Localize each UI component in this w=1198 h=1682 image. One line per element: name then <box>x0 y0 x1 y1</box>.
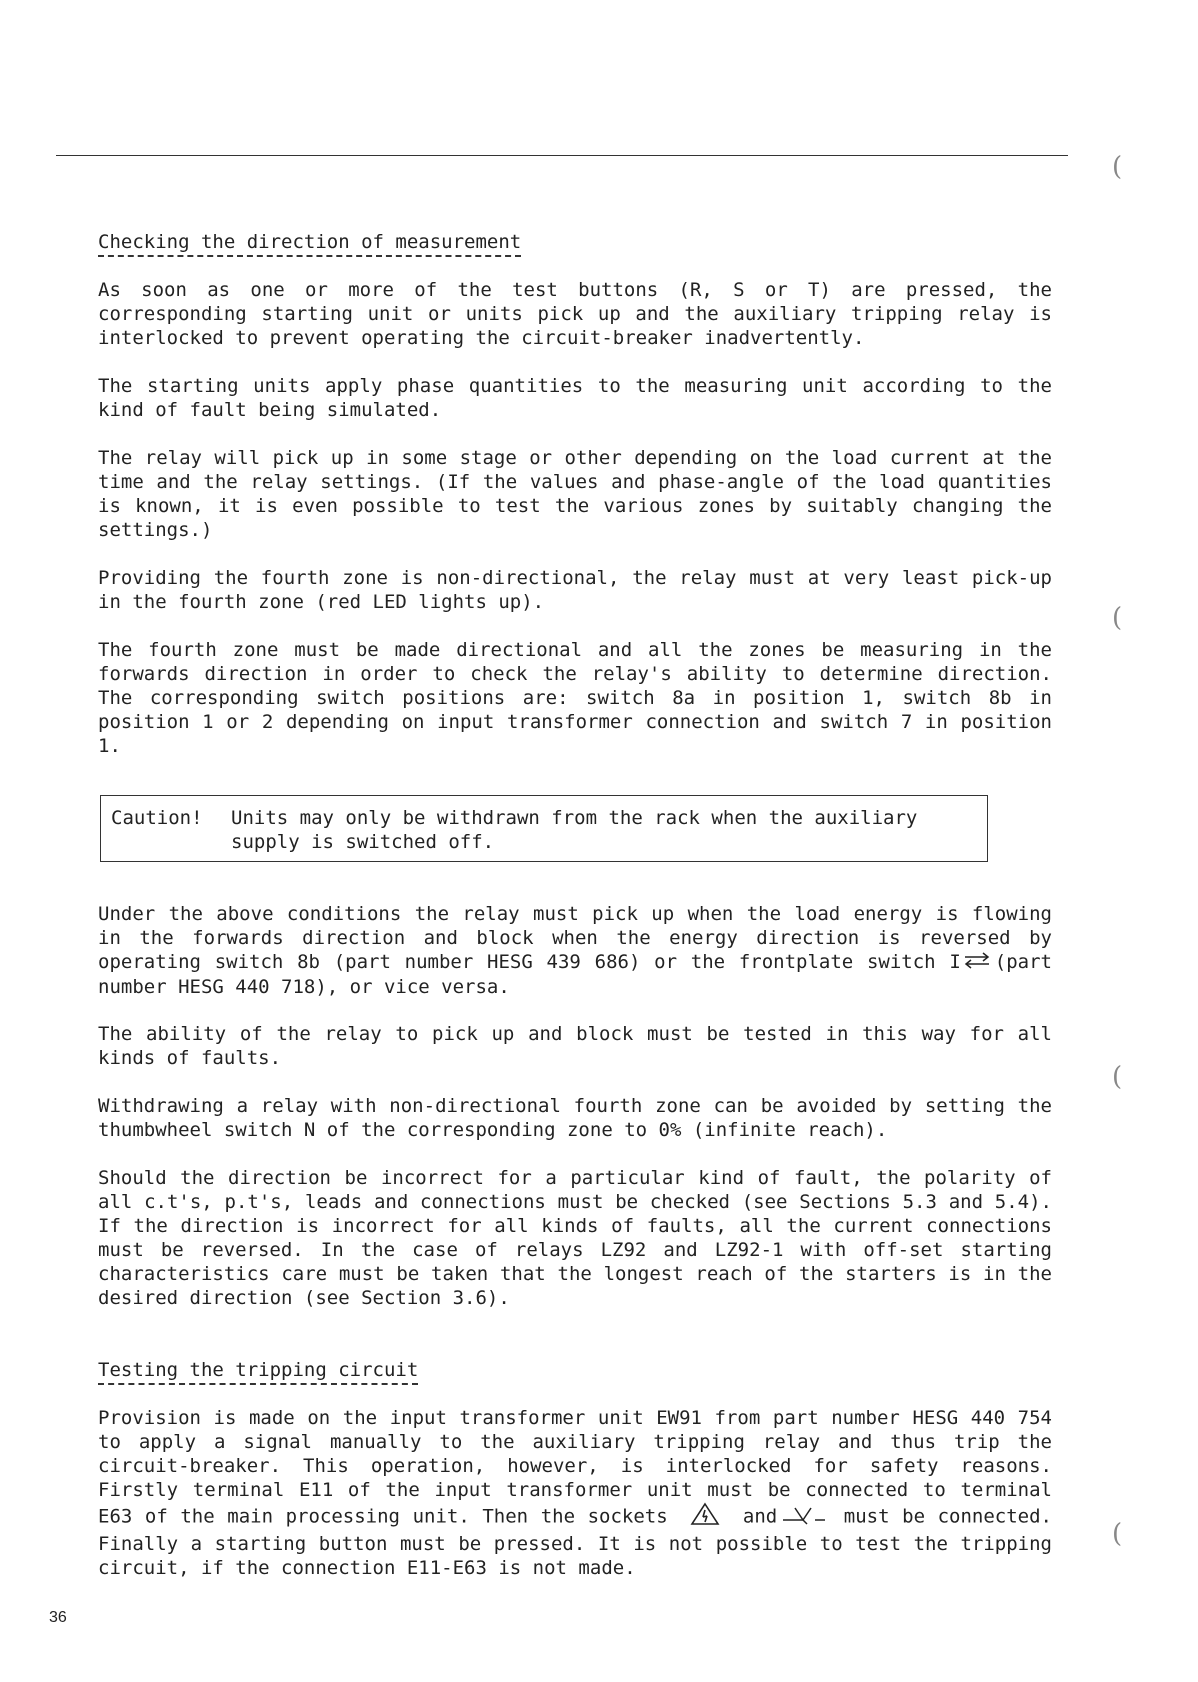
paragraph: Should the direction be incorrect for a particular kind of fault, the polarity of all c.t's, p.t's, leads and connections must be checked (see Sections 5.3 and 5.4). If the direction is incorrect for all kinds of faults, all the current connections must be reversed. In the case of relays LZ92 and LZ92-1 with off-set starting characteristics care must be taken that the longest reach of the starters is in the desired direction (see Section 3.6). <box>98 1167 1052 1309</box>
page-number: 36 <box>49 1609 67 1626</box>
caution-text: Units may only be withdrawn from the rack when the auxiliary supply is switched off. <box>231 807 918 853</box>
margin-mark: ( <box>1112 1062 1123 1092</box>
text-run: and <box>742 1505 778 1528</box>
margin-mark: ( <box>1112 152 1123 182</box>
margin-mark: ( <box>1112 1519 1123 1549</box>
paragraph: The starting units apply phase quantities to the measuring unit according to the kind of fault being simulated. <box>98 375 1052 421</box>
paragraph <box>98 1406 1052 1580</box>
margin-mark: ( <box>1112 603 1123 633</box>
paragraph <box>98 902 1052 999</box>
text-run: (part number HESG 440 718), or vice versa. <box>98 951 1052 998</box>
text-run: Provision is made on the input transformer unit EW91 from part number HESG 440 754 to apply a signal manually to the auxiliary tripping relay and thus trip the circuit-breaker. This operation, however, is interlocked for safety reasons. Firstly terminal E11 of the input transformer unit must be connected to terminal E63 of the main processing unit. Then the sockets <box>98 1407 1052 1528</box>
header-rule <box>56 155 1068 156</box>
section-heading-direction: Checking the direction of measurement <box>98 230 521 257</box>
warning-triangle-icon <box>690 1502 720 1532</box>
paragraph: The ability of the relay to pick up and block must be tested in this way for all kinds of faults. <box>98 1023 1052 1069</box>
paragraph: The fourth zone must be made directional and all the zones be measuring in the forwards direction in order to check the relay's ability to determine direction. The corresponding switch positions are: switch 8a in position 1, switch 8b in position 1 or 2 depending on input transformer connection and switch 7 in position 1. <box>98 639 1052 757</box>
caution-box <box>100 795 988 862</box>
paragraph: As soon as one or more of the test buttons (R, S or T) are pressed, the corresponding starting unit or units pick up and the auxiliary tripping relay is interlocked to prevent operating the circuit-breaker inadvertently. <box>98 279 1052 349</box>
text-run: Under the above conditions the relay must pick up when the load energy is flowing in the forwards direction and block when the energy direction is reversed by operating switch 8b (part number HESG 439 686) or the frontplate switch I <box>98 903 1052 973</box>
paragraph: Withdrawing a relay with non-directional fourth zone can be avoided by setting the thumbwheel switch N of the corresponding zone to 0% (infinite reach). <box>98 1095 1052 1141</box>
section-heading-tripping: Testing the tripping circuit <box>98 1358 418 1385</box>
paragraph: Providing the fourth zone is non-directional, the relay must at very least pick-up in the fourth zone (red LED lights up). <box>98 567 1052 613</box>
paragraph: The relay will pick up in some stage or other depending on the load current at the time and the relay settings. (If the values and phase-angle of the load quantities is known, it is even possible to test the various zones by suitably changing the settings.) <box>98 447 1052 541</box>
text-run: must be connected. Finally a starting button must be pressed. It is not possible to test the tripping circuit, if the connection E11-E63 is not made. <box>98 1505 1052 1579</box>
direction-arrows-icon <box>961 951 995 975</box>
trip-symbol-icon <box>781 1502 827 1532</box>
caution-label: Caution! <box>111 807 203 829</box>
